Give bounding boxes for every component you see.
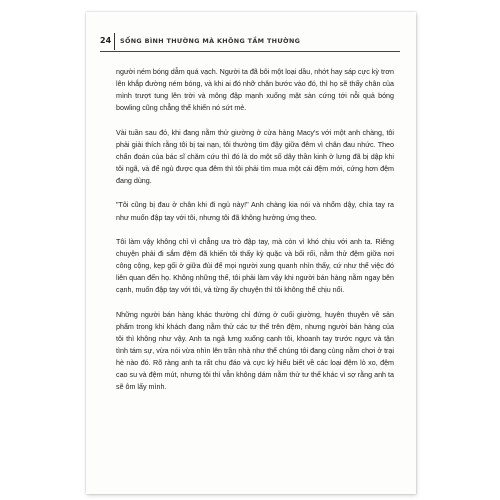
paragraph-4: Tôi làm vậy không chỉ vì chẳng ưa trò đập tay, mà còn vì khó chịu với anh ta. Riêng chuyện phải đi sắm đệm đã khiến tôi thấy kỳ quặc và bối rối, nằm thử đệm giữa nơi công cộng, kẹp gối ở giữa đùi để mọi người xung quanh nhìn thấy, cứ như thể việc đó liên quan đến họ. Không những thế, tôi phải làm vậy khi người bán hàng nằm ngay bên cạnh, muốn đập tay với tôi, và từng ấy chuyện thì tôi không thể chịu nổi. <box>116 237 394 295</box>
paragraph-3: "Tôi cũng bị đau ở chân khi đi ngủ này!" Anh chàng kia nói và nhổm dậy, chìa tay ra như muốn đập tay với tôi, nhưng tôi đã không hưởng ứng theo. <box>116 201 394 222</box>
page-number: 24 <box>100 36 112 45</box>
paragraph-2: Vài tuần sau đó, khi đang nằm thử giường ở cửa hàng Macy's với một anh chàng, tôi phải giải thích rằng tôi bị tai nạn, tôi thường tìm đậy giữa đêm vì chân đau nhức. Theo chẩn đoán của bác sĩ chăm cứu thì đó là do một số dây thần kinh ở lưng đã bị dập khi tôi ngã, và để ngủ được qua đêm thì tôi phải tìm mua một cái đệm mới, cứng hơn đệm đang dùng. <box>116 128 394 186</box>
paragraph-1: người ném bóng dẫm quá vạch. Người ta đã bôi một loại dầu, nhớt hay sáp cực kỳ trơn lên khắp đường ném bóng, và khi ai đó nhỡ chân bước vào đó, thì họ sẽ thấy chân của mình trượt tung lên trời và mông đập mạnh xuống mặt sàn cứng tới nỗi quả bóng bowling cũng chẳng thể khiến nó sứt mẻ. <box>116 68 394 113</box>
header-divider <box>114 33 115 50</box>
body-text <box>116 66 394 394</box>
header-rule <box>100 51 400 52</box>
paragraph-5: Những người bán hàng khác thường chỉ đứng ở cuối giường, huyên thuyên về sản phẩm trong khi khách đang nằm thử các tư thế trên đệm, nhưng người bán hàng của tôi thì không như vậy. Anh ta ngả lưng xuống cạnh tôi, khoanh tay trước ngực và tận tình tám sự, vừa nói vừa nhìn lên trần nhà như thể chúng tôi đang cùng nằm chơi ở trại hè nào đó. Rõ ràng anh ta rất chu đáo và cực kỳ hiểu biết về các loại đệm lò xo, đệm cao su và đệm mút, nhưng tôi thì vẫn không dám nằm thử tư thế khác vì sợ rằng anh ta sẽ ôm lấy mình. <box>116 310 394 392</box>
running-title: SỐNG BÌNH THƯỜNG MÀ KHÔNG TẦM THƯỜNG <box>120 37 301 45</box>
page-header <box>100 30 400 52</box>
book-page <box>86 12 416 494</box>
